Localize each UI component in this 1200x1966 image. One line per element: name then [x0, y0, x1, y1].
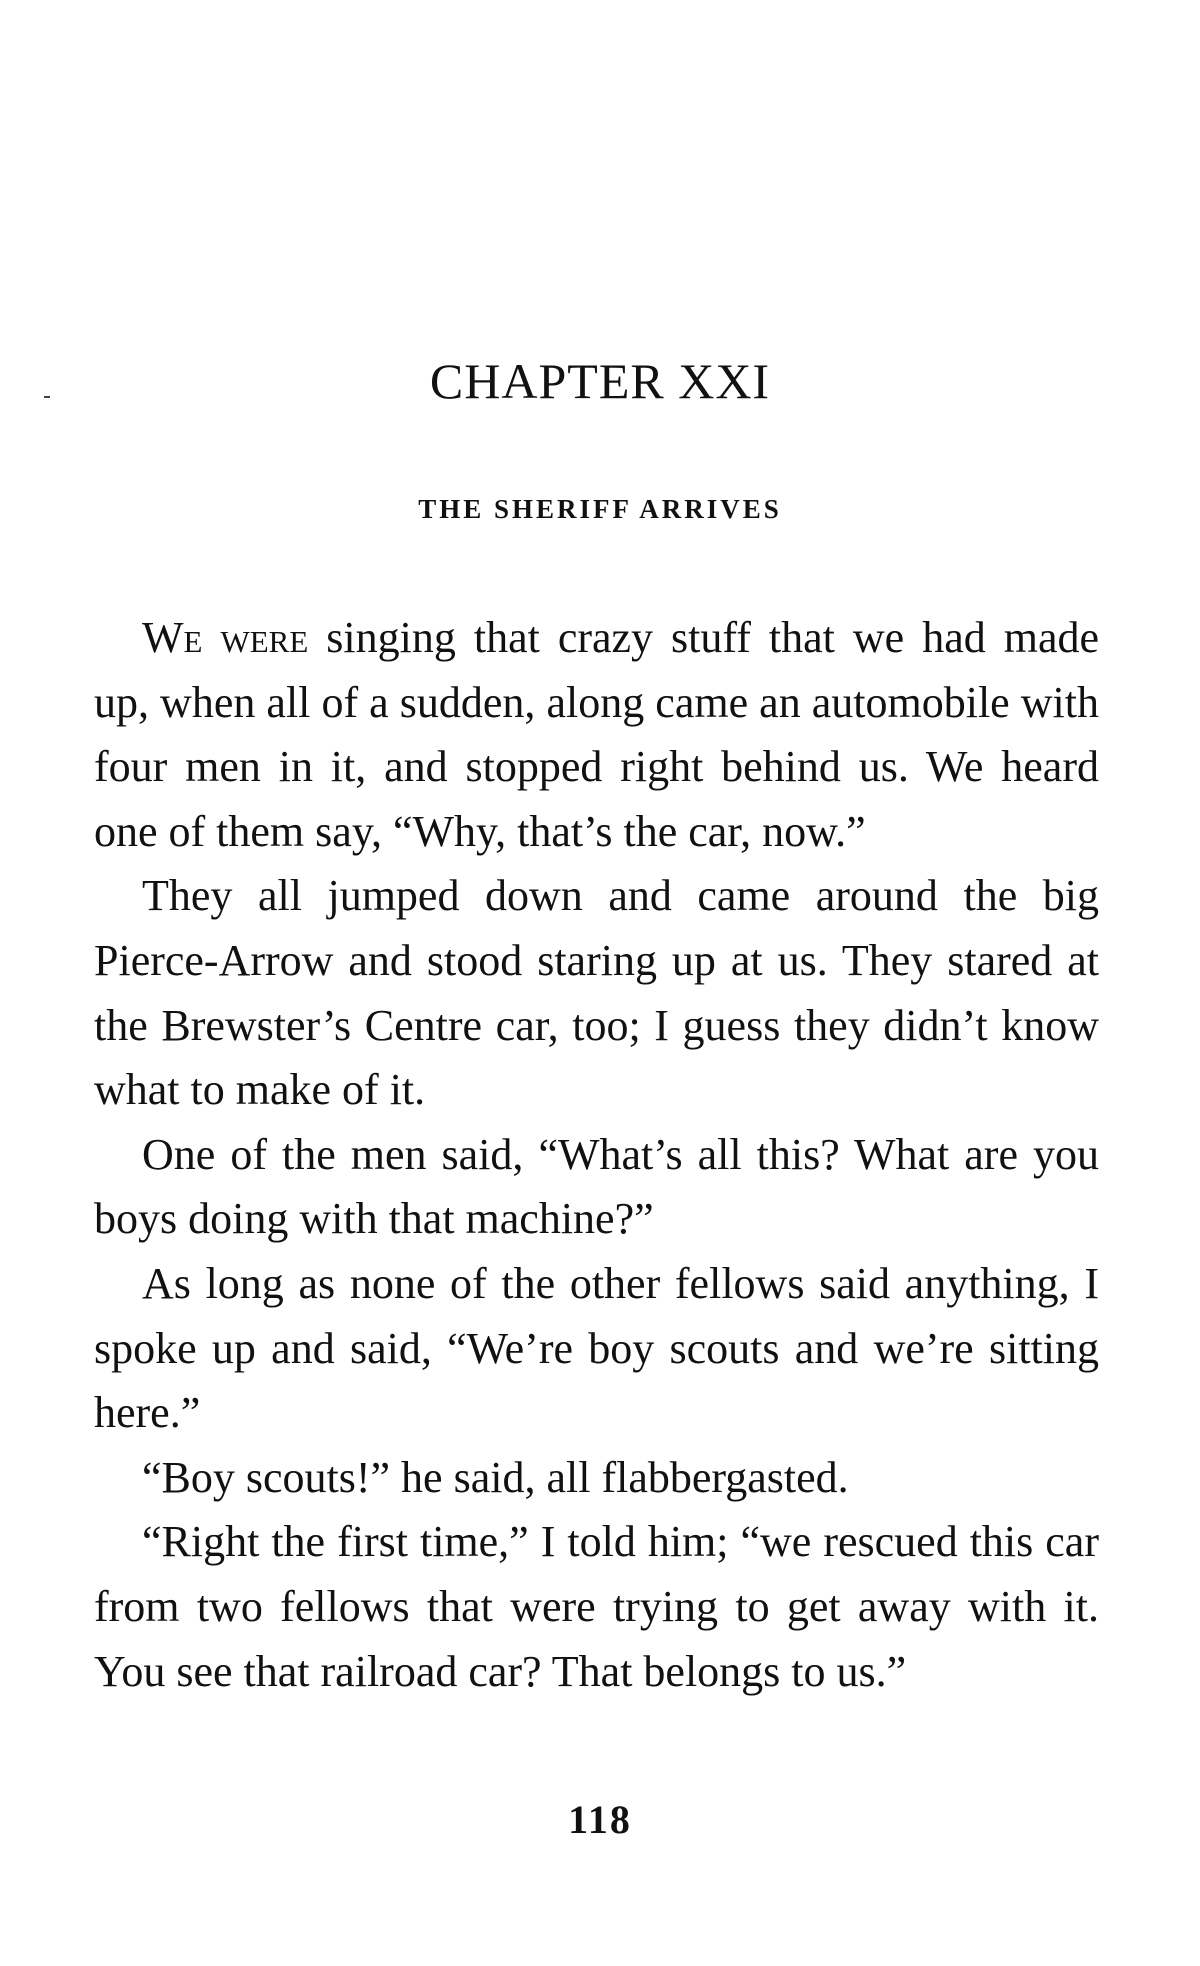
paragraph-6: “Right the first time,” I told him; “we rescued this car from two fellows that were trying to get away with it. You see that railroad car? That belongs to us.” [94, 1517, 1099, 1696]
chapter-title: THE SHERIFF ARRIVES [418, 494, 782, 524]
paragraph-4: As long as none of the other fellows said anything, I spoke up and said, “We’re boy scouts and we’re sitting here.” [94, 1258, 1099, 1438]
page-number: 118 [568, 1797, 632, 1842]
paragraph-2: They all jumped down and came around the big Pierce-Arrow and stood staring up at us. They stared at the Brewster’s Centre car, too; I guess they didn’t know what to make of it. [94, 871, 1099, 1115]
paragraph-1-text: singing that crazy stuff that we had made up, when all of a sudden, along came an automobile with four men in it, and stopped right behind us. We heard one of them say, “Why, that’s the car, now.” [94, 613, 1099, 856]
chapter-number: CHAPTER XXI [429, 353, 771, 409]
paragraph-5: “Boy scouts!” he said, all flabbergasted. [142, 1452, 849, 1502]
paragraph-3: One of the men said, “What’s all this? What are you boys doing with that machine?” [94, 1129, 1099, 1244]
paragraph-1-lead: We were [142, 613, 309, 662]
chapter-body [94, 606, 1099, 1704]
paragraph-1 [94, 606, 1099, 864]
